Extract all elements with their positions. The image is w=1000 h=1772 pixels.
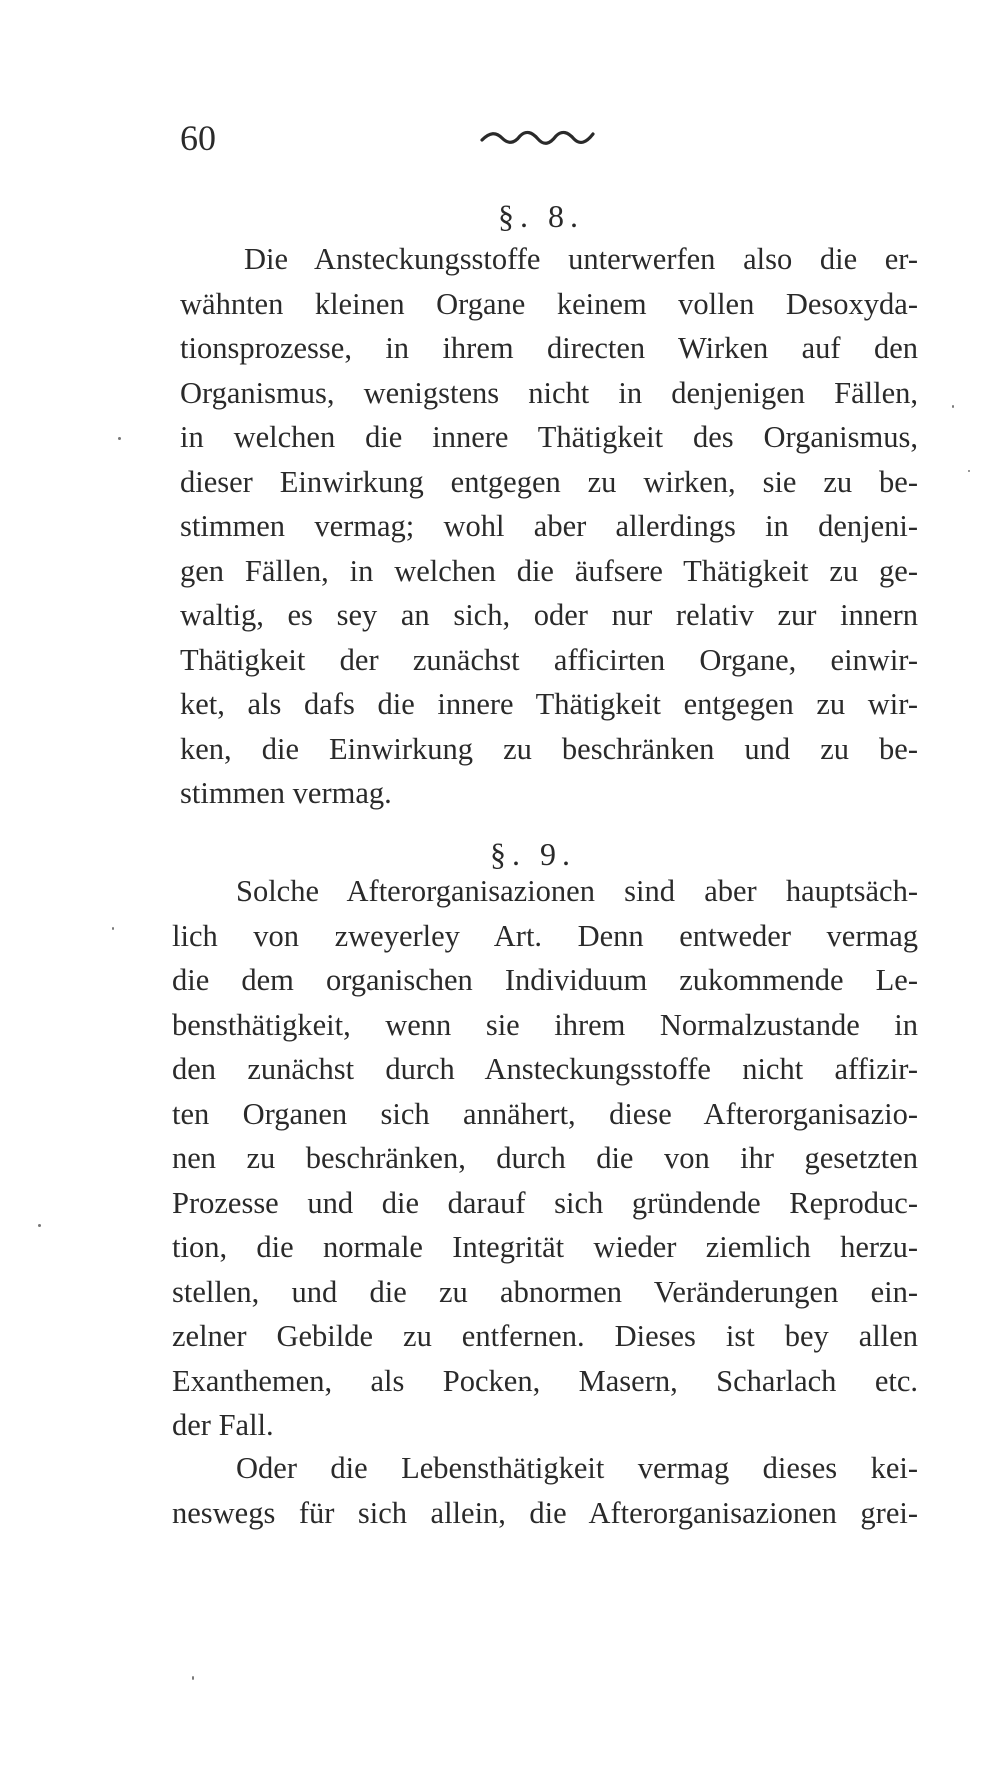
scan-speck <box>112 927 114 930</box>
text-line: gen Fällen, in welchen die äufsere Thätigkeit zu ge- <box>180 553 918 588</box>
text-line: stellen, und die zu abnormen Veränderungen ein- <box>172 1274 918 1309</box>
text-line: lich von zweyerley Art. Denn entweder vermag <box>172 918 918 953</box>
text-line: neswegs für sich allein, die Afterorganisazionen grei- <box>172 1495 918 1530</box>
text-line: dieser Einwirkung entgegen zu wirken, sie zu be- <box>180 464 918 499</box>
scan-speck <box>952 405 954 408</box>
text-line: tion, die normale Integrität wieder ziemlich herzu- <box>172 1230 918 1264</box>
scan-speck <box>968 470 970 472</box>
text-line: Oder die Lebensthätigkeit vermag dieses kei- <box>236 1451 918 1485</box>
text-line: stimmen vermag; wohl aber allerdings in denjeni- <box>180 509 918 543</box>
text-line: waltig, es sey an sich, oder nur relativ zur innern <box>180 598 918 632</box>
text-line: den zunächst durch Ansteckungsstoffe nicht affizir- <box>172 1052 918 1086</box>
text-line: wähnten kleinen Organe keinem vollen Desoxyda- <box>180 286 918 321</box>
text-line: ket, als dafs die innere Thätigkeit entgegen zu wir- <box>180 687 918 721</box>
scan-speck <box>38 1224 41 1227</box>
scan-speck <box>192 1676 194 1680</box>
text-line: ken, die Einwirkung zu beschränken und zu be- <box>180 731 918 766</box>
text-line: Thätigkeit der zunächst afficirten Organe, einwir- <box>180 642 918 677</box>
paragraph-section-9-continued <box>172 1446 918 1535</box>
text-line: Prozesse und die darauf sich gründende Reproduc- <box>172 1185 918 1220</box>
scan-speck <box>118 437 121 440</box>
paragraph-section-8 <box>180 237 918 816</box>
text-line: zelner Gebilde zu entfernen. Dieses ist bey allen <box>172 1319 918 1353</box>
text-line: Die Ansteckungsstoffe unterwerfen also die er- <box>244 242 918 276</box>
paragraph-section-9 <box>172 869 918 1448</box>
section-heading-9: §. 9. <box>490 836 576 872</box>
page-number: 60 <box>180 118 216 158</box>
ornament-rule <box>480 128 595 148</box>
text-line: nen zu beschränken, durch die von ihr gesetzten <box>172 1141 918 1175</box>
text-line: stimmen vermag. <box>180 776 392 810</box>
text-line: ten Organen sich annähert, diese Afterorganisazio- <box>172 1096 918 1131</box>
text-line: bensthätigkeit, wenn sie ihrem Normalzustande in <box>172 1007 918 1042</box>
text-line: tionsprozesse, in ihrem directen Wirken auf den <box>180 331 918 365</box>
text-line: in welchen die innere Thätigkeit des Organismus, <box>180 420 918 454</box>
section-heading-8: §. 8. <box>498 198 584 234</box>
text-line: die dem organischen Individuum zukommende Le- <box>172 963 918 997</box>
text-line: Solche Afterorganisazionen sind aber hauptsäch- <box>236 874 918 908</box>
text-line: Organismus, wenigstens nicht in denjenigen Fällen, <box>180 375 918 410</box>
text-line: Exanthemen, als Pocken, Masern, Scharlach etc. <box>172 1363 918 1398</box>
text-line: der Fall. <box>172 1408 274 1442</box>
